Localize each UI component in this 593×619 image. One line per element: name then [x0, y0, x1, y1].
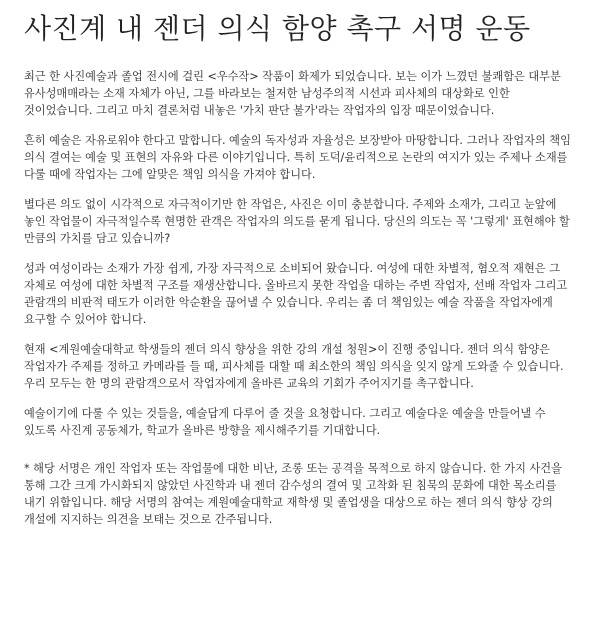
paragraph-current-petition: 현재 <계원예술대학교 학생들의 젠더 의식 향상을 위한 강의 개설 청원>이 진행 중입니다. 젠더 의식 함양은 작업자가 주제를 정하고 카메라를 들 때, 피사체를 대할 때 최소한의 책임 의식을 잊지 않게 도와줄 수 있습니다. 우리 모두는 한 명의 관람객으로서 작업자에게 올바른 교육의 기회가 주어지기를 촉구합니다.	[24, 343, 564, 390]
paragraph-intent: 별다른 의도 없이 시각적으로 자극적이기만 한 작업은, 사진은 이미 충분합니다. 주제와 소재가, 그리고 눈앞에 놓인 작업물이 자극적일수록 현명한 관객은 작업자의 의도를 묻게 됩니다. 당신의 의도는 꼭 '그렇게' 표현해야 할 만큼의 가치를 담고 있습니까?	[24, 198, 570, 245]
footnote: * 해당 서명은 개인 작업자 또는 작업물에 대한 비난, 조롱 또는 공격을 목적으로 하지 않습니다. 한 가지 사건을 통해 그간 크게 가시화되지 않았던 사진학과 내 젠더 감수성의 결여 및 고착화 된 침묵의 문화에 대한 목소리를 내기 위함입니다. 해당 서명의 참여는 계원예술대학교 재학생 및 졸업생을 대상으로 하는 젠더 의식 향상 강의 개설에 지지하는 의견을 보태는 것으로 간주됩니다.	[24, 462, 562, 526]
paragraph-representation: 성과 여성이라는 소재가 가장 쉽게, 가장 자극적으로 소비되어 왔습니다. 여성에 대한 차별적, 혐오적 재현은 그 자체로 여성에 대한 차별적 구조를 재생산합니다. 올바르지 못한 작업을 대하는 주변 작업자, 선배 작업자 그리고 관람객의 비판적 태도가 이러한 악순환을 끊어낼 수 있습니다. 우리는 좀 더 책임있는 예술 작품을 작업자에게 요구할 수 있어야 합니다.	[24, 262, 568, 326]
paragraph-intro: 최근 한 사진예술과 졸업 전시에 걸린 <우수작> 작품이 화제가 되었습니다. 보는 이가 느꼈던 불쾌함은 대부분 유사성매매라는 소재 자체가 아닌, 그를 바라보는 철저한 남성주의적 시선과 피사체의 대상화로 인한 것이었습니다. 그리고 마치 결론처럼 내놓은 '가치 판단 불가'라는 작업자의 입장 때문이었습니다.	[24, 70, 561, 117]
page-title: 사진계 내 젠더 의식 함양 촉구 서명 운동	[24, 12, 531, 45]
paragraph-artistic-freedom: 흔히 예술은 자유로워야 한다고 말합니다. 예술의 독자성과 자율성은 보장받아 마땅합니다. 그러나 작업자의 책임 의식 결여는 예술 및 표현의 자유와 다른 이야기입니다. 특히 도덕/윤리적으로 논란의 여지가 있는 주제나 소재를 다룰 때에 작업자는 그에 알맞은 책임 의식을 가져야 합니다.	[24, 134, 571, 181]
paragraph-request: 예술이기에 다룰 수 있는 것들을, 예술답게 다루어 줄 것을 요청합니다. 그리고 예술다운 예술을 만들어낼 수 있도록 사진계 공동체가, 학교가 올바른 방향을 제시해주기를 기대합니다.	[24, 407, 546, 437]
